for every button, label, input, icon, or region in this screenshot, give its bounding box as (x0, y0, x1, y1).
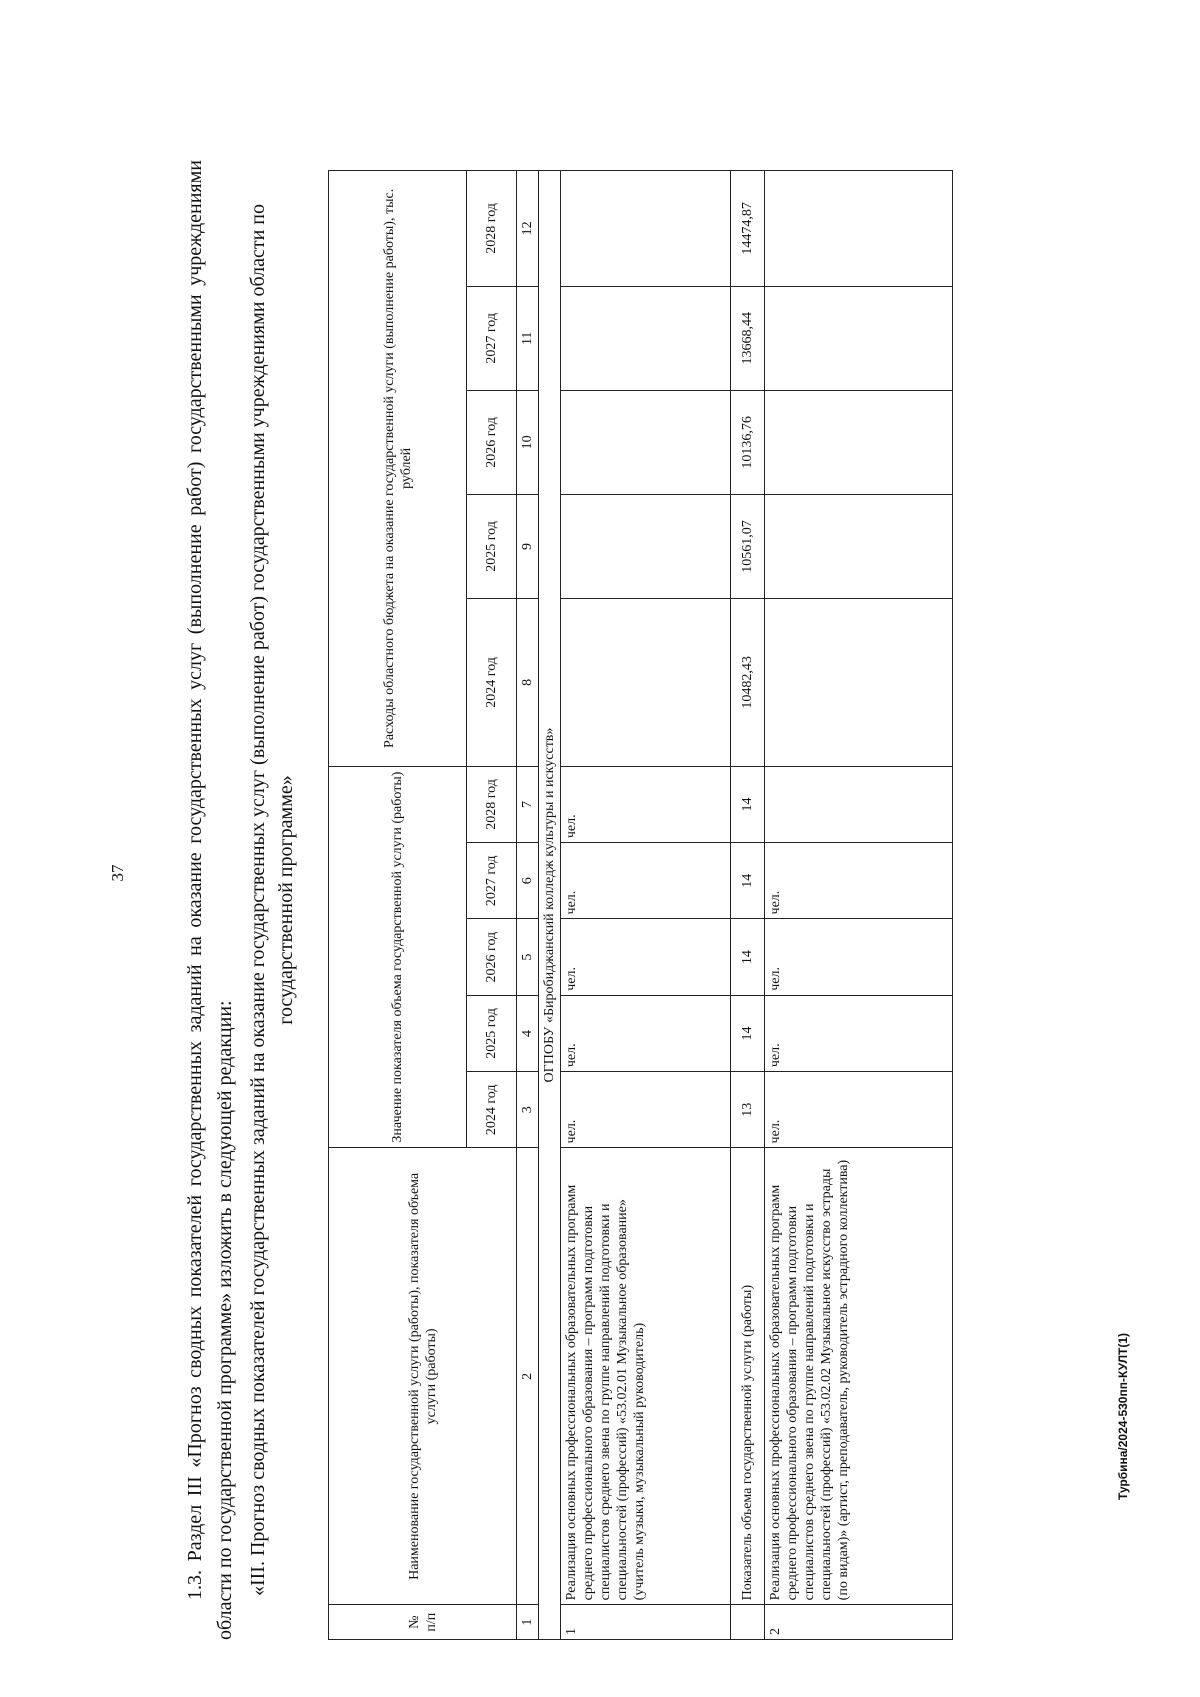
empty-cell (561, 599, 731, 767)
volume-value: 14 (731, 995, 765, 1071)
expense-value: 13668,44 (731, 286, 765, 390)
column-number: 1 (517, 1605, 539, 1640)
section-title-row: ОГПОБУ «Биробиджанский колледж культуры и искусств» (539, 171, 561, 1640)
table-row (561, 171, 731, 1640)
table-row (765, 171, 953, 1640)
expense-value: 14474,87 (731, 171, 765, 287)
column-number: 5 (517, 919, 539, 995)
volume-value: 14 (731, 766, 765, 842)
header-volume-year: 2027 год (467, 843, 517, 919)
volume-value: 14 (731, 843, 765, 919)
volume-value: 13 (731, 1072, 765, 1148)
unit-cell: чел. (765, 843, 953, 919)
rotated-content (180, 160, 953, 1640)
column-number: 7 (517, 766, 539, 842)
empty-cell (561, 390, 731, 494)
table-row (731, 171, 765, 1640)
expense-value: 10482,43 (731, 599, 765, 767)
header-expense-year: 2025 год (467, 494, 517, 598)
unit-cell: чел. (765, 919, 953, 995)
column-number: 6 (517, 843, 539, 919)
empty-cell (561, 171, 731, 287)
empty-cell (561, 494, 731, 598)
header-name: Наименование государственной услуги (работы), показателя объема услуги (работы) (329, 1148, 517, 1605)
unit-cell: чел. (561, 919, 731, 995)
indicators-table (328, 170, 953, 1640)
header-expense-year: 2024 год (467, 599, 517, 767)
empty-cell (765, 390, 953, 494)
row-num: 2 (765, 1605, 953, 1640)
volume-value: 14 (731, 919, 765, 995)
unit-cell: чел. (765, 995, 953, 1071)
unit-cell: чел. (561, 766, 731, 842)
column-number: 9 (517, 494, 539, 598)
header-volume-year: 2024 год (467, 1072, 517, 1148)
empty-cell (765, 766, 953, 842)
unit-cell: чел. (561, 843, 731, 919)
header-volume-group: Значение показателя объема государственной услуги (работы) (329, 766, 467, 1148)
unit-cell: чел. (561, 1072, 731, 1148)
column-number: 2 (517, 1148, 539, 1605)
empty-cell (561, 286, 731, 390)
row-num: 1 (561, 1605, 731, 1640)
column-number: 12 (517, 171, 539, 287)
empty-cell (765, 171, 953, 287)
section-subtitle: «III. Прогноз сводных показателей государственных заданий на оказание государственных услуг (выполнение работ) государственными учреждениями области по государственной программе» (247, 203, 297, 1597)
empty-cell (765, 494, 953, 598)
header-expense-year: 2028 год (467, 171, 517, 287)
service-name: Реализация основных профессиональных образовательных программ среднего профессионального образования – программ подготовки специалистов среднего звена по группе направлений подготовки и специальностей (профессий) «53.02.01 Музыкальное образование» (учитель музыки, музыкальный руководитель) (561, 1148, 731, 1605)
header-volume-year: 2025 год (467, 995, 517, 1071)
column-number: 4 (517, 995, 539, 1071)
header-volume-year: 2028 год (467, 766, 517, 842)
column-number: 11 (517, 286, 539, 390)
column-number: 8 (517, 599, 539, 767)
row-num (731, 1605, 765, 1640)
header-expense-year: 2026 год (467, 390, 517, 494)
page-number: 37 (108, 864, 127, 882)
empty-cell (765, 599, 953, 767)
document-code: Турбина/2024-530пп-КУЛТ(1) (1116, 1332, 1130, 1500)
intro-paragraph: 1.3. Раздел III «Прогноз сводных показателей государственных заданий на оказание государственных услуг (выполнение работ) государственными учреждениями области по государственной программе» изложить в следующей редакции: (184, 160, 236, 1640)
empty-cell (765, 286, 953, 390)
column-number: 10 (517, 390, 539, 494)
unit-cell: чел. (765, 1072, 953, 1148)
header-expense-group: Расходы областного бюджета на оказание государственной услуги (выполнение работы), тыс. рублей (329, 171, 467, 767)
indicator-name: Показатель объема государственной услуги (работы) (731, 1148, 765, 1605)
unit-cell: чел. (561, 995, 731, 1071)
header-num: № п/п (329, 1605, 517, 1640)
expense-value: 10561,07 (731, 494, 765, 598)
column-number: 3 (517, 1072, 539, 1148)
header-volume-year: 2026 год (467, 919, 517, 995)
expense-value: 10136,76 (731, 390, 765, 494)
service-name: Реализация основных профессиональных образовательных программ среднего профессионального образования – программ подготовки специалистов среднего звена по группе направлений подготовки и специальностей (профессий) «53.02.02 Музыкальное искусство эстрады (по видам)» (артист, преподаватель, руководитель эстрадного коллектива) (765, 1148, 953, 1605)
header-expense-year: 2027 год (467, 286, 517, 390)
